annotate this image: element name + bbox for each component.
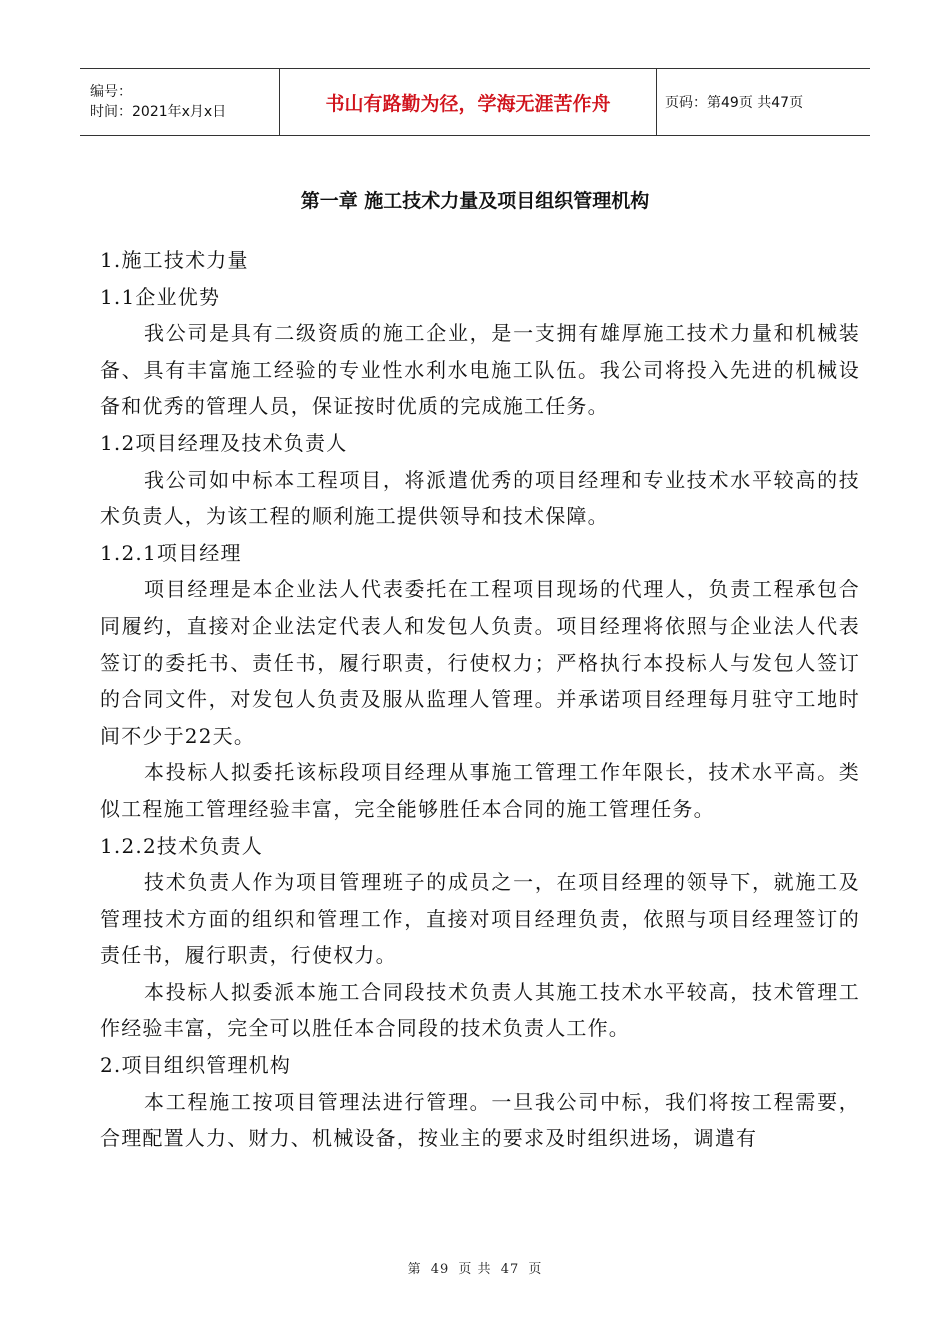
footer-prefix: 第 (407, 1262, 422, 1277)
paragraph: 本投标人拟委派本施工合同段技术负责人其施工技术水平较高，技术管理工作经验丰富，完全可以胜任本合同段的技术负责人工作。 (100, 979, 860, 1041)
footer-page-total: 47 (500, 1262, 520, 1277)
number-label: 编号： (90, 84, 132, 100)
paragraph: 本投标人拟委托该标段项目经理从事施工管理工作年限长，技术水平高。类似工程施工管理经验丰富，完全能够胜任本合同的施工管理任务。 (100, 760, 860, 821)
document-body (100, 242, 860, 1157)
section-heading: 2.项目组织管理机构 (100, 1053, 292, 1078)
page-code-text: 页码：第49页 共47页 (665, 95, 804, 111)
page-header (80, 68, 870, 136)
header-meta (80, 69, 280, 135)
footer-mid: 页 共 (458, 1262, 492, 1277)
section-heading: 1.2项目经理及技术负责人 (100, 430, 348, 455)
motto-text: 书山有路勤为径，学海无涯苦作舟 (325, 92, 611, 115)
section-heading: 1.2.1项目经理 (100, 540, 242, 565)
footer-suffix: 页 (528, 1262, 543, 1277)
chapter-title: 第一章 施工技术力量及项目组织管理机构 (300, 190, 650, 212)
paragraph: 我公司如中标本工程项目，将派遣优秀的项目经理和专业技术水平较高的技术负责人，为该工程的顺利施工提供领导和技术保障。 (100, 467, 860, 529)
time-label: 时间：2021年x月x日 (90, 104, 227, 120)
paragraph: 技术负责人作为项目管理班子的成员之一，在项目经理的领导下，就施工及管理技术方面的组织和管理工作，直接对项目经理负责，依照与项目经理签订的责任书，履行职责，行使权力。 (100, 870, 860, 968)
section-heading: 1.施工技术力量 (100, 248, 249, 272)
section-heading: 1.2.2技术负责人 (100, 833, 263, 858)
paragraph: 本工程施工按项目管理法进行管理。一旦我公司中标，我们将按工程需要，合理配置人力、财力、机械设备，按业主的要求及时组织进场，调遣有 (100, 1089, 860, 1151)
header-page-code (657, 69, 870, 135)
page-footer (0, 1258, 950, 1277)
section-heading: 1.1企业优势 (100, 284, 221, 309)
paragraph: 项目经理是本企业法人代表委托在工程项目现场的代理人，负责工程承包合同履约，直接对企业法定代表人和发包人负责。项目经理将依照与企业法人代表签订的委托书、责任书，履行职责，行使权力；严格执行本投标人与发包人签订的合同文件，对发包人负责及服从监理人管理。并承诺项目经理每月驻守工地时间不少于22天。 (100, 577, 860, 748)
footer-page-current: 49 (430, 1262, 450, 1277)
header-motto (280, 69, 657, 135)
paragraph: 我公司是具有二级资质的施工企业，是一支拥有雄厚施工技术力量和机械装备、具有丰富施工经验的专业性水利水电施工队伍。我公司将投入先进的机械设备和优秀的管理人员，保证按时优质的完成施工任务。 (100, 321, 860, 419)
